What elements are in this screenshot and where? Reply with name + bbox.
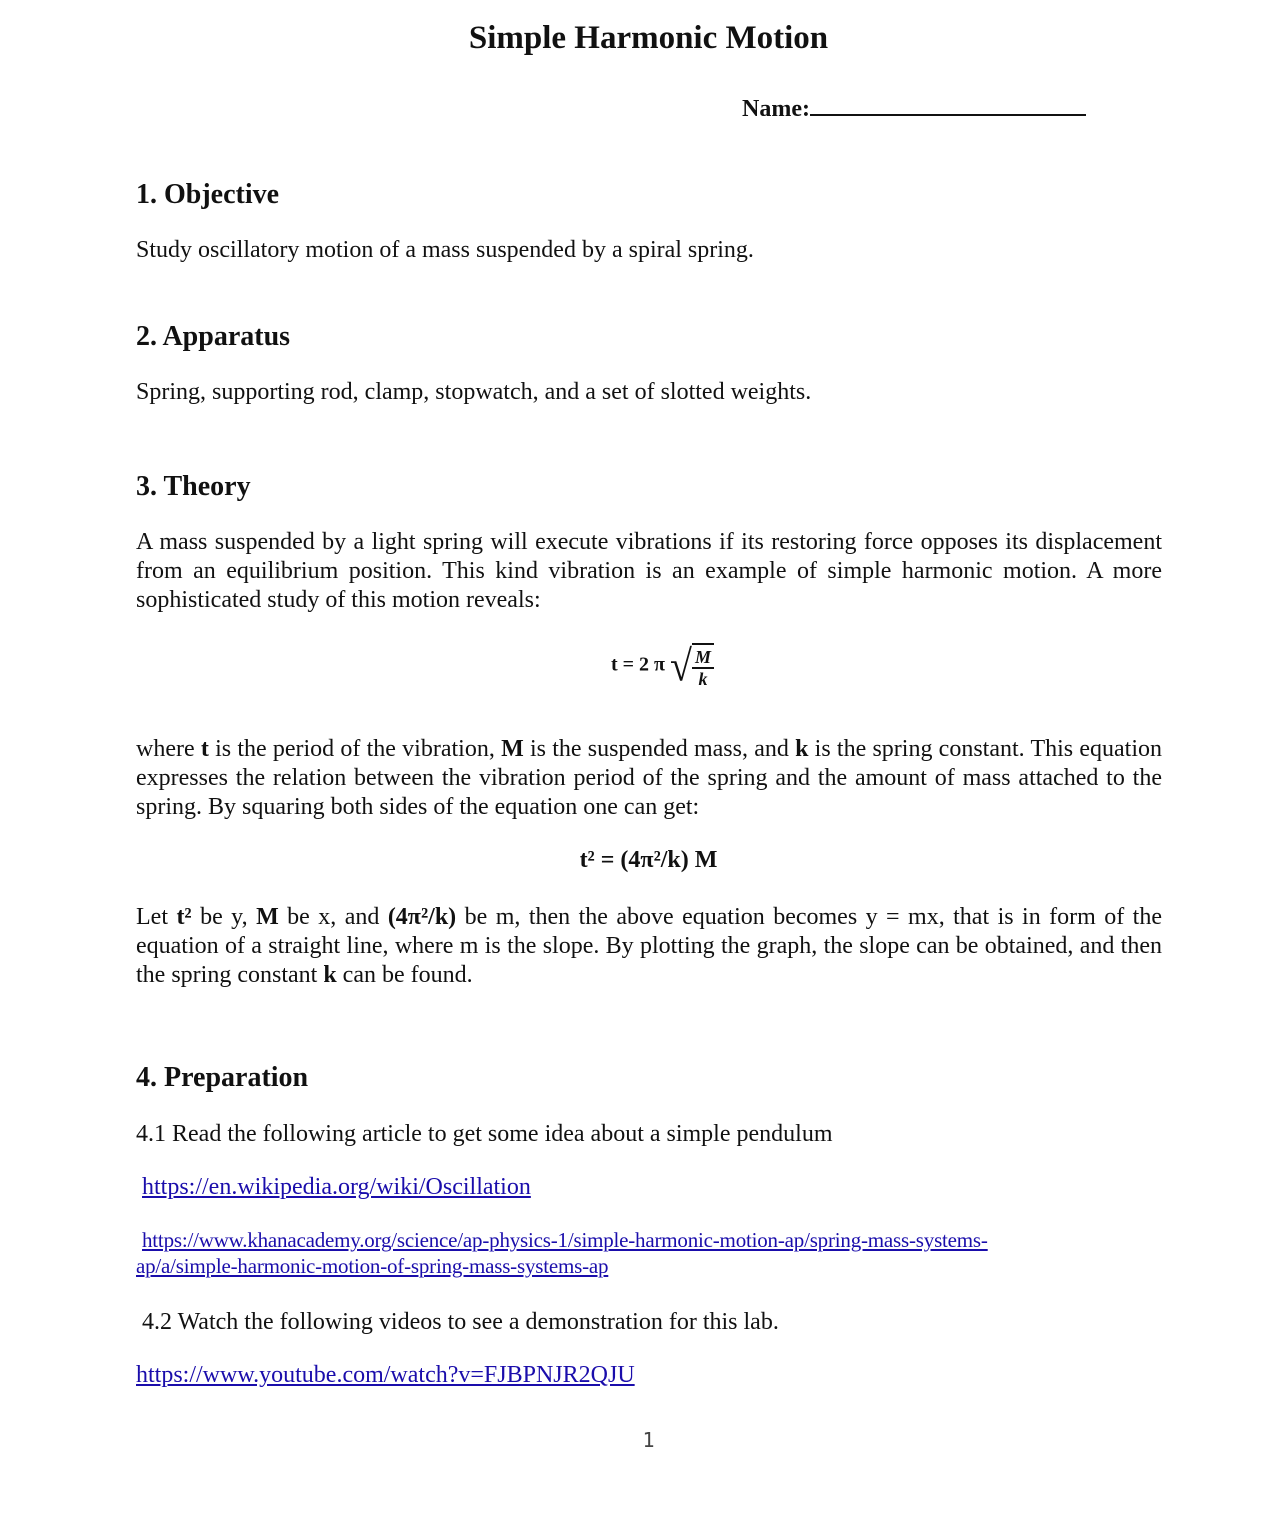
prep-link-khanacademy (136, 1227, 1162, 1279)
khanacademy-link-line2[interactable]: ap/a/simple-harmonic-motion-of-spring-mass-systems-ap (136, 1254, 609, 1278)
squared-formula: t² = (4π²/k) M (579, 847, 718, 873)
prep-link-youtube (136, 1361, 1162, 1390)
heading-theory: 3. Theory (136, 471, 251, 502)
name-field (742, 92, 1086, 123)
heading-objective: 1. Objective (136, 179, 280, 210)
page-title: Simple Harmonic Motion (468, 20, 829, 56)
heading-preparation: 4. Preparation (136, 1062, 309, 1093)
theory-paragraph-2: where t is the period of the vibration, M is the suspended mass, and k is the spring constant. This equation expresses the relation between the vibration period of the spring and the amount of mass attached to the spring. By squaring both sides of the equation one can get: (136, 736, 1162, 820)
youtube-link[interactable]: https://www.youtube.com/watch?v=FJBPNJR2QJU (136, 1362, 635, 1388)
wikipedia-link[interactable]: https://en.wikipedia.org/wiki/Oscillation (142, 1174, 531, 1200)
theory-paragraph-1: A mass suspended by a light spring will execute vibrations if its restoring force opposes its displacement from an equilibrium position. This kind vibration is an example of simple harmonic motion. A more sophisticated study of this motion reveals: (136, 529, 1162, 613)
prep-item-1: 4.1 Read the following article to get some idea about a simple pendulum (136, 1121, 833, 1147)
name-blank-line (810, 92, 1086, 116)
formula-lhs: t = 2 π (611, 653, 666, 676)
page-number: 1 (642, 1428, 655, 1452)
theory-paragraph-3: Let t² be y, M be x, and (4π²/k) be m, then the above equation becomes y = mx, that is in form of the equation of a straight line, where m is the slope. By plotting the graph, the slope can be obtained, and then the spring constant k can be found. (136, 904, 1163, 988)
period-formula (0, 640, 1284, 691)
name-label: Name: (742, 96, 810, 122)
formula-denominator: k (698, 669, 708, 689)
prep-item-2: 4.2 Watch the following videos to see a demonstration for this lab. (142, 1309, 779, 1335)
heading-apparatus: 2. Apparatus (136, 321, 291, 352)
square-root: √ $\frac{M}{k}$ (670, 643, 714, 689)
prep-link-wikipedia (142, 1173, 1168, 1202)
apparatus-text: Spring, supporting rod, clamp, stopwatch, and a set of slotted weights. (136, 379, 812, 405)
objective-text: Study oscillatory motion of a mass suspended by a spiral spring. (136, 237, 754, 263)
formula-numerator: M (692, 647, 714, 669)
khanacademy-link-line1[interactable]: https://www.khanacademy.org/science/ap-physics-1/simple-harmonic-motion-ap/spring-mass-systems- (142, 1228, 988, 1252)
